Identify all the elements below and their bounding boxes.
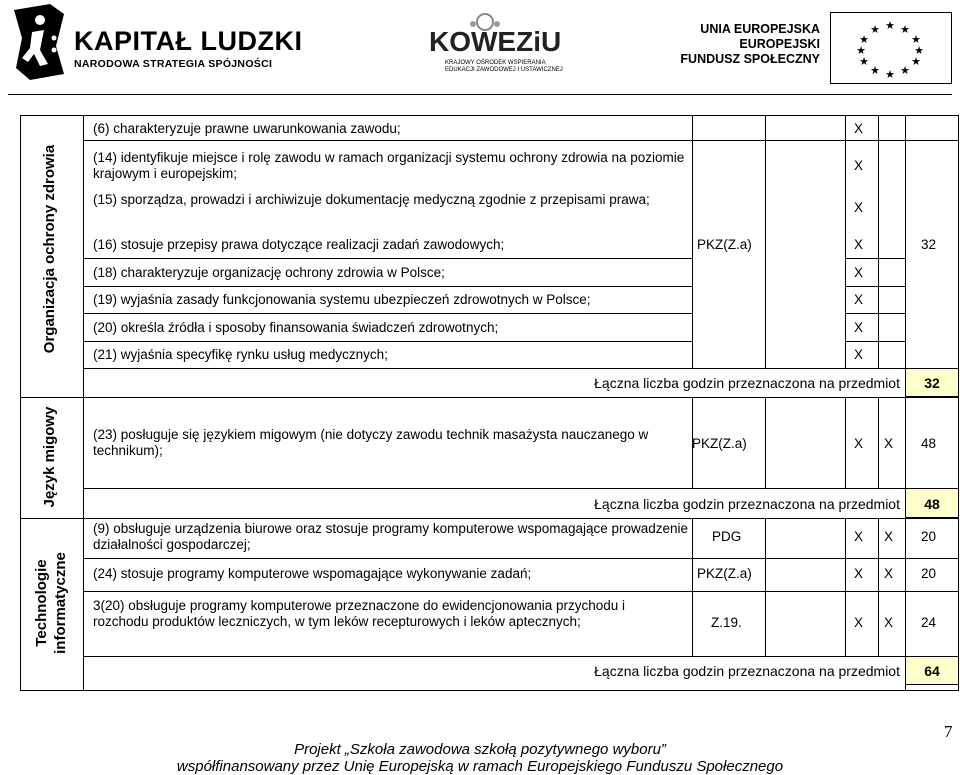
outcome-mark: X (854, 292, 864, 307)
hours-value: 32 (921, 237, 937, 252)
hours-value: 24 (921, 615, 937, 630)
outcome-text: (14) identyfikuje miejsce i rolę zawodu w ramach organizacji systemu ochrony zdrowia na poziomie krajowym i europejskim; (93, 150, 685, 181)
svg-text:★: ★ (870, 23, 880, 36)
svg-text:★: ★ (911, 55, 921, 68)
outcome-mark: X (854, 347, 864, 362)
outcome-mark: X (854, 566, 864, 581)
outcome-mark: X (854, 158, 864, 173)
subject-label: Język migowy (41, 406, 58, 508)
unit-code: Z.19. (711, 615, 742, 630)
koweziu-title: KOWEZiU (429, 26, 562, 57)
svg-text:★: ★ (911, 33, 921, 46)
unit-code: PKZ(Z.a) (697, 566, 752, 581)
svg-text:★: ★ (859, 55, 869, 68)
outcome-text: (24) stosuje programy komputerowe wspomagające wykonywanie zadań; (93, 566, 532, 581)
svg-text:★: ★ (856, 44, 866, 57)
subject-label: Organizacja ochrony zdrowia (41, 144, 58, 354)
outcome-mark: X (854, 529, 864, 544)
total-value: 64 (924, 663, 940, 679)
outcome-text: (23) posługuje się językiem migowym (nie dotyczy zawodu technik masażysta nauczanego w technikum); (93, 427, 649, 458)
kl-title: KAPITAŁ LUDZKI (74, 26, 303, 56)
total-value: 48 (924, 496, 940, 512)
footer-line1: Projekt „Szkoła zawodowa szkołą pozytywnego wyboru” (294, 741, 666, 758)
subject-label (32, 523, 72, 683)
svg-text:★: ★ (859, 33, 869, 46)
outcome-mark: X (884, 529, 894, 544)
outcome-text: (16) stosuje przepisy prawa dotyczące realizacji zadań zawodowych; (93, 237, 505, 252)
kl-subtitle: NARODOWA STRATEGIA SPÓJNOŚCI (74, 58, 273, 70)
hours-value: 20 (921, 566, 937, 581)
outcome-text: (20) określa źródła i sposoby finansowania świadczeń zdrowotnych; (93, 320, 499, 335)
unit-code: PKZ(Z.a) (692, 436, 747, 451)
outcome-text: (15) sporządza, prowadzi i archiwizuje dokumentację medyczną zgodnie z przepisami prawa; (93, 192, 650, 207)
svg-text:★: ★ (900, 64, 910, 77)
outcome-mark: X (854, 320, 864, 335)
outcome-text: (9) obsługuje urządzenia biurowe oraz stosuje programy komputerowe wspomagające prowadzenie działalności gospodarczej; (93, 521, 689, 552)
svg-text:★: ★ (914, 44, 924, 57)
footer-line2: współfinansowany przez Unię Europejską w ramach Europejskiego Funduszu Społecznego (176, 758, 784, 775)
outcome-mark: X (884, 615, 894, 630)
subject-label-line: Technologie (33, 559, 50, 647)
outcome-text: (21) wyjaśnia specyfikę rynku usług medycznych; (93, 347, 388, 362)
koweziu-subtitle: KRAJOWY OŚRODEK WSPIERANIA EDUKACJI ZAWODOWEJ I USTAWICZNEJ (445, 60, 563, 73)
page-number: 7 (944, 722, 953, 741)
unit-code: PDG (712, 529, 742, 544)
outcome-mark: X (854, 121, 864, 136)
subject-label-line: informatyczne (52, 552, 69, 654)
outcome-text: (6) charakteryzuje prawne uwarunkowania zawodu; (93, 121, 401, 136)
total-value: 32 (924, 375, 940, 391)
svg-text:★: ★ (900, 23, 910, 36)
hours-value: 20 (921, 529, 937, 544)
outcome-text: (18) charakteryzuje organizację ochrony zdrowia w Polsce; (93, 265, 445, 280)
svg-text:★: ★ (885, 19, 895, 32)
svg-text:★: ★ (885, 68, 895, 81)
outcome-mark: X (854, 265, 864, 280)
hours-value: 48 (921, 436, 937, 451)
outcome-text: 3(20) obsługuje programy komputerowe przeznaczone do ewidencjonowania przychodu i rozchodu produktów leczniczych, w tym leków recepturowych i leków aptecznych; (93, 598, 626, 629)
unit-code: PKZ(Z.a) (697, 237, 752, 252)
outcome-mark: X (854, 237, 864, 252)
eu-line1: UNIA EUROPEJSKA (700, 22, 820, 36)
total-label: Łączna liczba godzin przeznaczona na przedmiot (594, 375, 900, 391)
eu-line3: FUNDUSZ SPOŁECZNY (680, 52, 820, 66)
outcome-mark: X (854, 436, 864, 451)
outcome-mark: X (854, 200, 864, 215)
outcome-mark: X (854, 615, 864, 630)
total-label: Łączna liczba godzin przeznaczona na przedmiot (594, 663, 900, 679)
outcome-text: (19) wyjaśnia zasady funkcjonowania systemu ubezpieczeń zdrowotnych w Polsce; (93, 292, 591, 307)
outcome-mark: X (884, 436, 894, 451)
total-label: Łączna liczba godzin przeznaczona na przedmiot (594, 496, 900, 512)
outcome-mark: X (884, 566, 894, 581)
eu-line2: EUROPEJSKI (739, 37, 820, 51)
svg-text:★: ★ (870, 64, 880, 77)
